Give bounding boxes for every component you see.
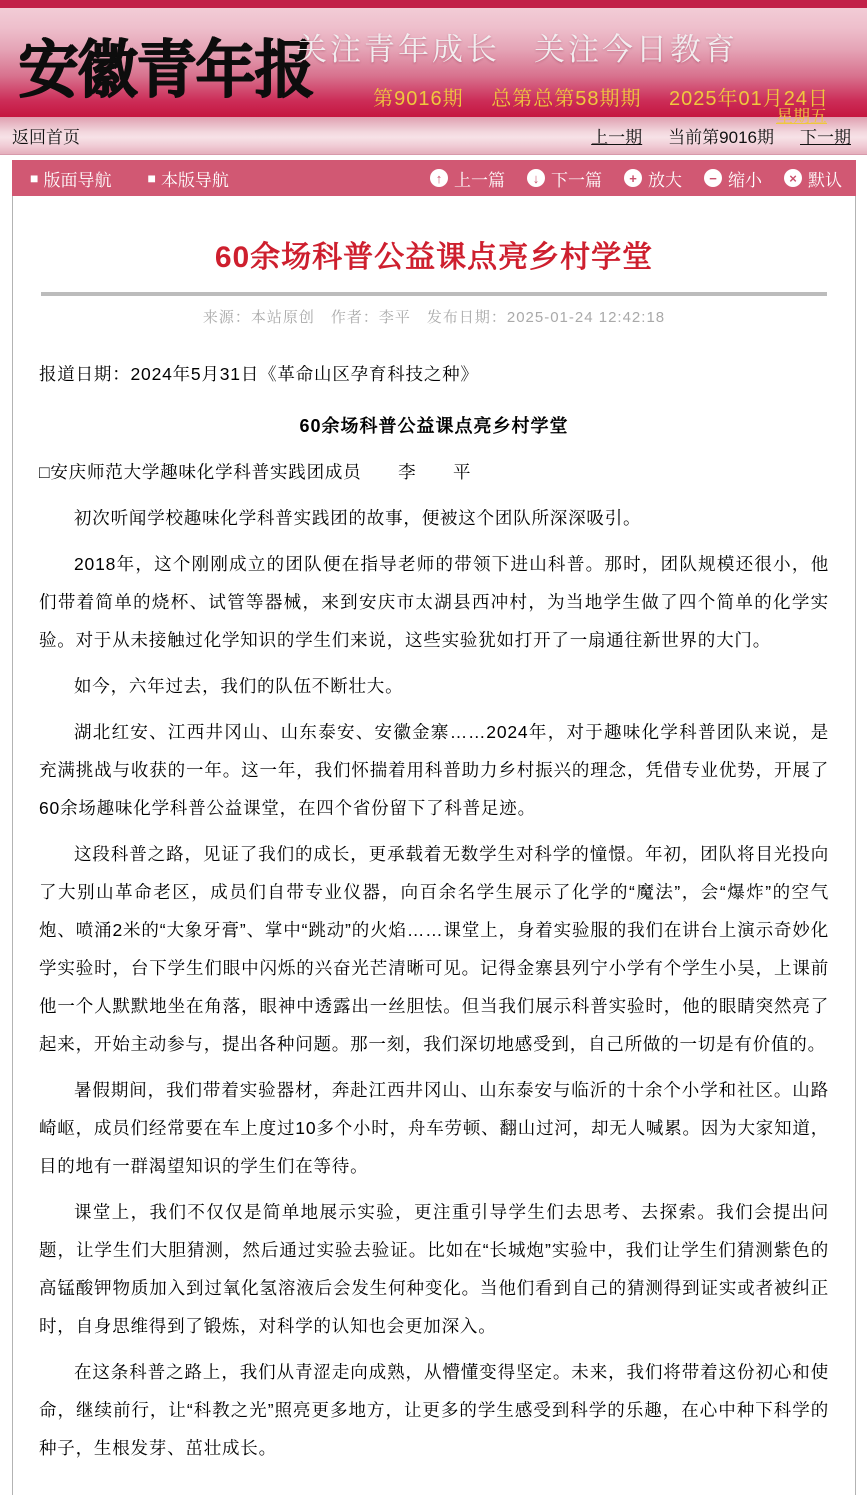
- article-container: [12, 196, 856, 1495]
- article-body: [13, 327, 855, 1467]
- paragraph: 暑假期间，我们带着实验器材，奔赴江西井冈山、山东泰安与临沂的十余个小学和社区。山路崎岖，成员们经常要在车上度过10多个小时，舟车劳顿、翻山过河，却无人喊累。因为大家知道，目的地有一群渴望知识的学生们在等待。: [39, 1080, 829, 1176]
- page-navigation-label: 版面导航: [43, 170, 112, 190]
- zoom-in-label: 放大: [648, 170, 682, 190]
- zoom-out-button[interactable]: [704, 166, 762, 191]
- article-meta: 来源：本站原创 作者：李平 发布日期：2025-01-24 12:42:18: [202, 309, 666, 326]
- paragraph: 湖北红安、江西井冈山、山东泰安、安徽金寨……2024年，对于趣味化学科普团队来说，是充满挑战与收获的一年。这一年，我们怀揣着用科普助力乡村振兴的理念，凭借专业优势，开展了60余场趣味化学科普公益课堂，在四个省份留下了科普足迹。: [39, 722, 829, 818]
- prev-issue-link[interactable]: 上一期: [591, 128, 643, 147]
- paragraph: 如今，六年过去，我们的队伍不断壮大。: [74, 676, 404, 696]
- masthead: [0, 8, 867, 126]
- prev-article-button[interactable]: [430, 166, 505, 191]
- toolbar-action-group: [430, 166, 842, 191]
- article-toolbar: [12, 160, 856, 196]
- reset-zoom-button[interactable]: [784, 166, 842, 191]
- masthead-tagline: 关注青年成长 关注今日教育: [296, 32, 738, 67]
- report-date-line: 报道日期：2024年5月31日《革命山区孕育科技之种》: [39, 364, 479, 384]
- paragraph: 在这条科普之路上，我们从青涩走向成熟，从懵懂变得坚定。未来，我们将带着这份初心和使命，继续前行，让“科教之光”照亮更多地方，让更多的学生感受到科学的乐趣，在心中种下科学的种子，生根发芽、茁壮成长。: [39, 1362, 829, 1458]
- plus-circle-icon: +: [624, 169, 642, 187]
- reset-zoom-label: 默认: [808, 170, 842, 190]
- section-navigation-label: 本版导航: [160, 170, 229, 190]
- newspaper-logo: 安徽青年报: [18, 34, 313, 105]
- minus-circle-icon: −: [704, 169, 722, 187]
- section-navigation-button[interactable]: [147, 166, 228, 191]
- down-arrow-circle-icon: ↓: [527, 169, 545, 187]
- up-arrow-circle-icon: ↑: [430, 169, 448, 187]
- close-circle-icon: ×: [784, 169, 802, 187]
- next-article-button[interactable]: [527, 166, 602, 191]
- paragraph: 2018年，这个刚刚成立的团队便在指导老师的带领下进山科普。那时，团队规模还很小，他们带着简单的烧杯、试管等器械，来到安庆市太湖县西冲村，为当地学生做了四个简单的化学实验。对于从未接触过化学知识的学生们来说，这些实验犹如打开了一扇通往新世界的大门。: [39, 554, 829, 650]
- paragraph: 初次听闻学校趣味化学科普实践团的故事，便被这个团队所深深吸引。: [74, 508, 642, 528]
- article-subtitle: 60余场科普公益课点亮乡村学堂: [299, 416, 569, 436]
- page-navigation-button[interactable]: [30, 166, 111, 191]
- title-divider: [41, 292, 827, 296]
- byline: □安庆师范大学趣味化学科普实践团成员 李 平: [39, 462, 472, 482]
- article-title: 60余场科普公益课点亮乡村学堂: [214, 241, 654, 274]
- header-top-strip: [0, 0, 867, 8]
- next-issue-link[interactable]: 下一期: [800, 128, 851, 147]
- zoom-out-label: 缩小: [728, 170, 762, 190]
- weekday-label: 星期五: [776, 107, 827, 126]
- paragraph: 课堂上，我们不仅仅是简单地展示实验，更注重引导学生们去思考、去探索。我们会提出问题，让学生们大胆猜测，然后通过实验去验证。比如在“长城炮”实验中，我们让学生们猜测紫色的高锰酸钾物质加入到过氧化氢溶液后会发生何种变化。当他们看到自己的猜测得到证实或者被纠正时，自身思维得到了锻炼，对科学的认知也会更加深入。: [39, 1202, 829, 1336]
- paragraph: 这段科普之路，见证了我们的成长，更承载着无数学生对科学的憧憬。年初，团队将目光投向了大别山革命老区，成员们自带专业仪器，向百余名学生展示了化学的“魔法”，会“爆炸”的空气炮、喷涌2米的“大象牙膏”、掌中“跳动”的火焰……课堂上，身着实验服的我们在讲台上演示奇妙化学实验时，台下学生们眼中闪烁的兴奋光芒清晰可见。记得金寨县列宁小学有个学生小吴，上课前他一个人默默地坐在角落，眼神中透露出一丝胆怯。但当我们展示科普实验时，他的眼睛突然亮了起来，开始主动参与，提出各种问题。那一刻，我们深切地感受到，自己所做的一切是有价值的。: [39, 844, 829, 1054]
- current-issue-label: 当前第9016期: [668, 128, 774, 147]
- square-bullet-icon: ■: [147, 170, 156, 186]
- issue-info: 第9016期 总第总第58期期 2025年01月24日: [373, 88, 829, 110]
- home-link[interactable]: 返回首页: [12, 128, 80, 147]
- zoom-in-button[interactable]: [624, 166, 682, 191]
- issue-nav-bar: [0, 117, 867, 155]
- toolbar-nav-group: [30, 166, 229, 191]
- prev-article-label: 上一篇: [454, 170, 505, 190]
- square-bullet-icon: ■: [30, 170, 39, 186]
- next-article-label: 下一篇: [551, 170, 602, 190]
